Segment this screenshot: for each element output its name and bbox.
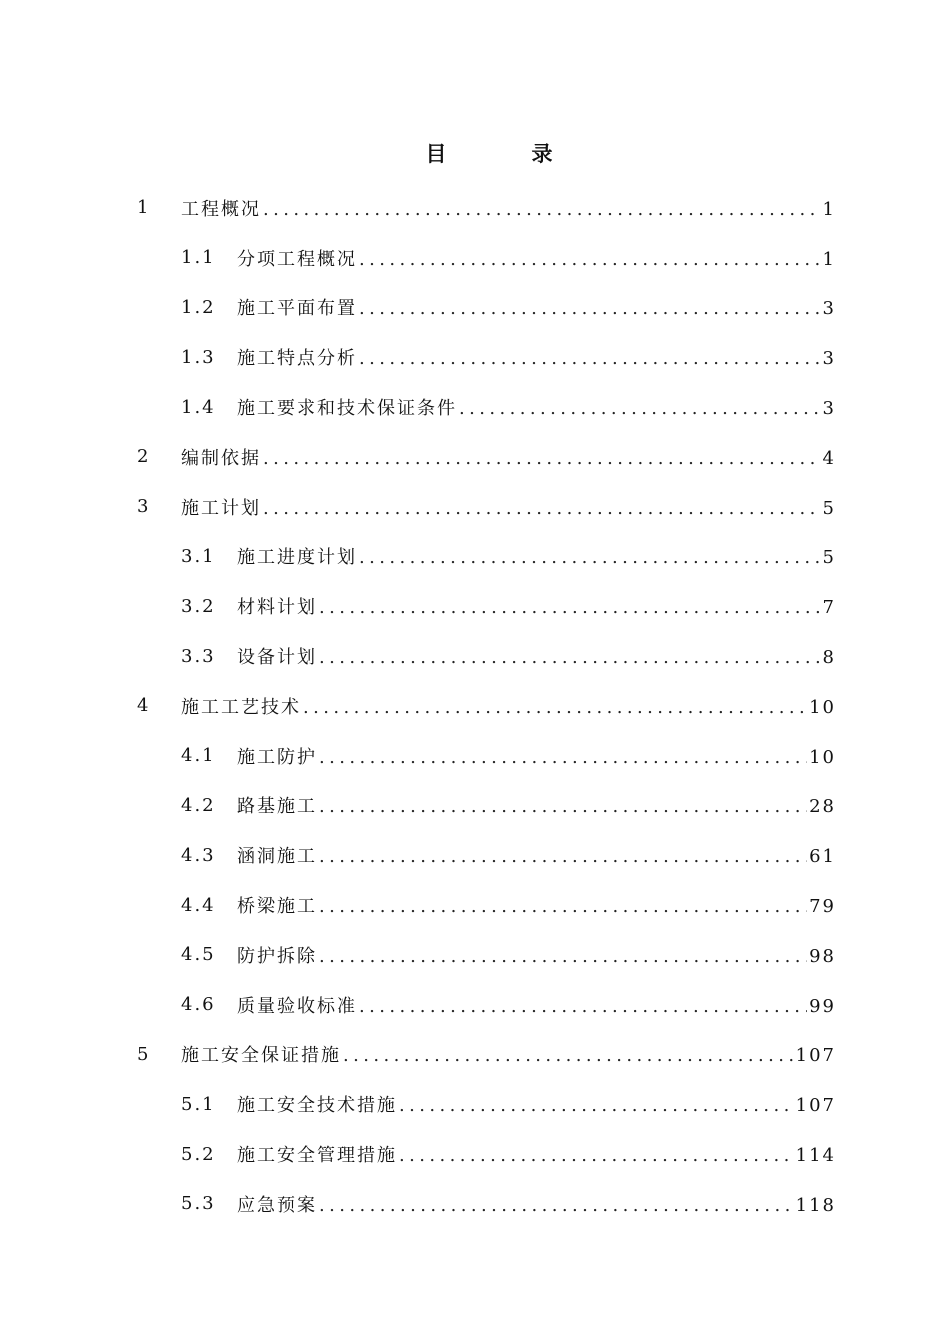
toc-dot-leader [319, 647, 821, 668]
toc-entry-page-number[interactable]: 98 [809, 945, 836, 967]
toc-entry[interactable] [0, 731, 950, 781]
toc-entry-number: 5.2 [181, 1143, 216, 1165]
toc-dot-leader [399, 1145, 794, 1166]
toc-entry-body [181, 444, 836, 470]
toc-entry[interactable] [0, 681, 950, 731]
toc-entry-body [237, 643, 836, 669]
toc-entry-number: 1.1 [181, 247, 216, 269]
toc-entry-page-number[interactable]: 1 [822, 198, 836, 220]
toc-entry-body [237, 942, 836, 968]
toc-entry-title[interactable]: 施工特点分析 [237, 348, 357, 370]
toc-entry[interactable] [0, 830, 950, 880]
toc-entry-page-number[interactable]: 114 [795, 1145, 836, 1167]
toc-dot-leader [319, 597, 821, 618]
toc-entry-body [237, 344, 836, 370]
toc-entry-number: 5 [137, 1043, 151, 1065]
toc-entry-title[interactable]: 桥梁施工 [237, 896, 317, 918]
toc-entry-body [237, 543, 836, 569]
toc-entry[interactable] [0, 1079, 950, 1129]
toc-entry-title[interactable]: 施工防护 [237, 746, 317, 768]
toc-entry-page-number[interactable]: 7 [822, 597, 836, 619]
toc-entry[interactable] [0, 980, 950, 1030]
toc-entry-page-number[interactable]: 8 [822, 647, 836, 669]
toc-dot-leader [359, 348, 821, 369]
toc-entry-body [237, 245, 836, 271]
toc-dot-leader [359, 249, 821, 270]
toc-entry[interactable] [0, 532, 950, 582]
toc-dot-leader [263, 199, 821, 220]
toc-entry-number: 4.4 [181, 894, 216, 916]
toc-entry-number: 4.5 [181, 944, 216, 966]
toc-entry[interactable] [0, 432, 950, 482]
toc-entry-number: 2 [137, 446, 151, 468]
toc-dot-leader [319, 846, 807, 867]
toc-entry-number: 3.3 [181, 645, 216, 667]
toc-entry-number: 4.6 [181, 994, 216, 1016]
toc-entry-number: 1 [137, 197, 151, 219]
toc-dot-leader [343, 1045, 794, 1066]
toc-entry-page-number[interactable]: 107 [795, 1095, 836, 1117]
toc-entry-title[interactable]: 施工平面布置 [237, 298, 357, 320]
toc-entry-body [237, 992, 836, 1018]
toc-dot-leader [263, 498, 821, 519]
toc-entry-title[interactable]: 质量验收标准 [237, 995, 357, 1017]
toc-entry-title[interactable]: 施工进度计划 [237, 547, 357, 569]
toc-entry[interactable] [0, 631, 950, 681]
toc-entry-page-number[interactable]: 3 [822, 398, 836, 420]
toc-entry-title[interactable]: 路基施工 [237, 796, 317, 818]
toc-entry[interactable] [0, 382, 950, 432]
toc-entry-title[interactable]: 施工安全技术措施 [237, 1095, 397, 1117]
toc-entry[interactable] [0, 482, 950, 532]
toc-entry-number: 1.2 [181, 296, 216, 318]
toc-entry-title[interactable]: 施工计划 [181, 497, 261, 519]
toc-entry-page-number[interactable]: 3 [822, 348, 836, 370]
toc-entry-body [237, 1091, 836, 1117]
toc-entry-number: 4.2 [181, 794, 216, 816]
toc-dot-leader [303, 697, 807, 718]
toc-entry-page-number[interactable]: 5 [822, 497, 836, 519]
toc-entry-page-number[interactable]: 79 [809, 896, 836, 918]
toc-entry-page-number[interactable]: 28 [809, 796, 836, 818]
toc-entry-number: 5.1 [181, 1093, 216, 1115]
toc-entry-page-number[interactable]: 3 [822, 298, 836, 320]
toc-entry[interactable] [0, 183, 950, 233]
toc-dot-leader [359, 996, 807, 1017]
toc-entry-page-number[interactable]: 99 [809, 995, 836, 1017]
toc-entry-number: 1.4 [181, 396, 216, 418]
toc-dot-leader [319, 796, 807, 817]
page-title: 目 录 [425, 141, 585, 166]
toc-entry-body [237, 743, 836, 769]
toc-entry-body [181, 1041, 836, 1067]
toc-entry-page-number[interactable]: 10 [809, 696, 836, 718]
toc-entry-title[interactable]: 施工安全管理措施 [237, 1145, 397, 1167]
toc-entry-title[interactable]: 设备计划 [237, 647, 317, 669]
toc-dot-leader [399, 1095, 794, 1116]
toc-entry[interactable] [0, 581, 950, 631]
toc-entry-title[interactable]: 编制依据 [181, 447, 261, 469]
toc-entry-page-number[interactable]: 118 [795, 1194, 836, 1216]
toc-entry-number: 5.3 [181, 1193, 216, 1215]
toc-entry-title[interactable]: 分项工程概况 [237, 248, 357, 270]
toc-dot-leader [319, 747, 807, 768]
toc-entry-page-number[interactable]: 5 [822, 547, 836, 569]
toc-entry[interactable] [0, 1129, 950, 1179]
toc-dot-leader [263, 448, 821, 469]
toc-dot-leader [459, 398, 821, 419]
toc-entry-title[interactable]: 应急预案 [237, 1194, 317, 1216]
toc-entry-title[interactable]: 施工要求和技术保证条件 [237, 398, 457, 420]
toc-entry-page-number[interactable]: 107 [795, 1045, 836, 1067]
toc-entry-number: 4.1 [181, 745, 216, 767]
toc-entry-number: 1.3 [181, 346, 216, 368]
toc-entry-number: 3.2 [181, 595, 216, 617]
toc-entry-page-number[interactable]: 10 [809, 746, 836, 768]
toc-entry-body [181, 195, 836, 221]
toc-entry-title[interactable]: 涵洞施工 [237, 846, 317, 868]
toc-entry[interactable] [0, 283, 950, 333]
toc-entry-number: 4 [137, 695, 151, 717]
table-of-contents [0, 183, 950, 1229]
toc-entry-title[interactable]: 工程概况 [181, 198, 261, 220]
toc-entry-page-number[interactable]: 61 [809, 846, 836, 868]
toc-entry-page-number[interactable]: 4 [822, 447, 836, 469]
toc-entry-body [237, 394, 836, 420]
toc-entry-body [237, 1141, 836, 1167]
toc-entry-title[interactable]: 材料计划 [237, 597, 317, 619]
toc-entry-number: 3.1 [181, 545, 216, 567]
toc-dot-leader [359, 547, 821, 568]
toc-entry[interactable] [0, 930, 950, 980]
toc-entry[interactable] [0, 781, 950, 831]
toc-dot-leader [319, 896, 807, 917]
toc-entry-body [237, 792, 836, 818]
toc-entry-body [181, 494, 836, 520]
toc-entry-number: 4.3 [181, 844, 216, 866]
toc-entry[interactable] [0, 880, 950, 930]
toc-entry-title[interactable]: 施工工艺技术 [181, 696, 301, 718]
toc-entry-body [237, 892, 836, 918]
toc-dot-leader [359, 298, 821, 319]
toc-entry-body [237, 593, 836, 619]
toc-entry-body [237, 842, 836, 868]
toc-entry[interactable] [0, 233, 950, 283]
toc-entry-title[interactable]: 施工安全保证措施 [181, 1045, 341, 1067]
toc-entry-body [181, 693, 836, 719]
toc-dot-leader [319, 1195, 794, 1216]
toc-entry[interactable] [0, 1030, 950, 1080]
toc-entry-body [237, 1191, 836, 1217]
toc-entry-page-number[interactable]: 1 [822, 248, 836, 270]
toc-entry-number: 3 [137, 496, 151, 518]
toc-entry[interactable] [0, 1179, 950, 1229]
toc-entry[interactable] [0, 332, 950, 382]
toc-entry-title[interactable]: 防护拆除 [237, 945, 317, 967]
toc-entry-body [237, 294, 836, 320]
toc-dot-leader [319, 946, 807, 967]
